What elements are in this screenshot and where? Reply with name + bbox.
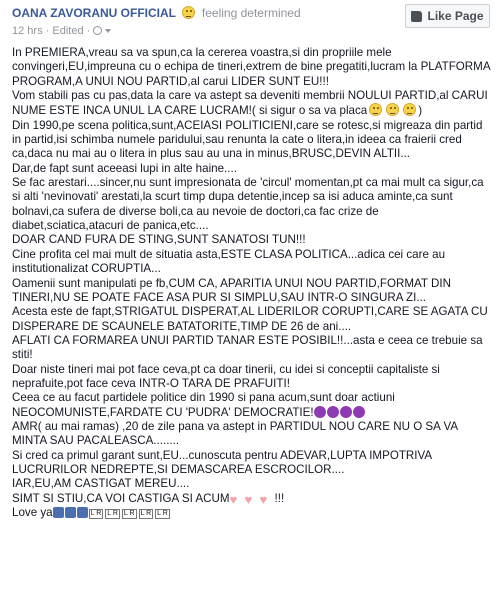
edited-link[interactable]: Edited: [52, 25, 84, 37]
smiley-icon: [386, 103, 399, 116]
like-page-label: Like Page: [427, 9, 484, 23]
paragraph-text: Love ya: [12, 506, 53, 519]
thumbs-up-icon: [65, 507, 76, 518]
post-paragraph: DOAR CAND FURA DE STING,SUNT SANATOSI TUN!!!: [12, 233, 306, 247]
post-body: [12, 46, 490, 520]
thumbs-up-icon: [411, 11, 422, 22]
meta-separator: ·: [45, 25, 50, 37]
lr-emoticon-icon: L R: [90, 510, 102, 517]
lr-emoticon-icon: L R: [123, 510, 135, 517]
lr-emoticon-icon: L R: [140, 510, 152, 517]
like-page-button[interactable]: [405, 4, 490, 28]
post-paragraph: Din 1990,pe scena politica,sunt,ACEIASI POLITICIENI,care se rotesc,si migreaza din partid in partid,isi schimba numele paridului,sau renunta la cate o litera,in ideea ca fraierii cred ca,daca nu mai au o litera in plus sau au una in minus,BRUSC,DEVIN ALTII...: [12, 118, 483, 161]
lr-emoticon-icon: L R: [157, 510, 168, 517]
paragraph-text: Vom stabili pas cu pas,data la care va astept sa deveniti membrii NOULUI PARTID,al CARUI NUME ESTE INCA UNUL LA CARE LUCRAM!( si sigur o sa va placa: [12, 89, 488, 118]
paragraph-text: SIMT SI STIU,CA VOI CASTIGA SI ACUM: [12, 491, 230, 505]
devil-icon: [340, 406, 352, 418]
post-paragraph: In PREMIERA,vreau sa va spun,ca la cererea voastra,si din propriile mele convingeri,EU,impreuna cu o echipa de tineri,extrem de bine pregatiti,lucram la PLATFORMA PROGRAM,A UNUI NOU PARTID,al carui LIDER SUNT EU!!!: [12, 46, 490, 88]
smiley-icon: [403, 103, 416, 116]
post-paragraph: Dar,de fapt sunt aceeasi lupi in alte haine....: [12, 161, 237, 175]
paragraph-text: Ceea ce au facut partidele politice din 1990 si pana acum,sunt doar actiuni NEOCOMUNISTE,FARDATE CU 'PUDRA' DEMOCRATIE!: [12, 391, 395, 419]
post-paragraph: Se fac arestari....sincer,nu sunt impresionata de 'circul' momentan,pt ca mai mult ca sigur,ca si alti 'nevinovati' arestati,la scurt timp dupa detentie,incep sa isi aduca aminte,ca sunt bolnavi,ca sufera de diverse boli,ca au nevoie de doctori,ca fac crize de diabet,sciatica,atacuri de panica,etc....: [12, 176, 484, 233]
post-paragraph: Acesta este de fapt,STRIGATUL DISPERAT,AL LIDERILOR CORUPTI,CARE SE AGATA CU DISPERARE DE SCAUNELE BATATORITE,TIMP DE 26 de ani....: [12, 305, 488, 333]
heart-icon: ♥: [244, 491, 253, 507]
meta-separator: ·: [86, 25, 91, 37]
post-paragraph: AMR( au mai ramas) ,20 de zile pana va astept in PARTIDUL NOU CARE NU O SA VA MINTA SAU PACALEASCA........: [12, 419, 458, 448]
heart-icon: ♥: [259, 491, 268, 507]
post-paragraph: IAR,EU,AM CASTIGAT MEREU....: [12, 477, 190, 491]
heart-icon: ♥: [229, 491, 238, 507]
author-name-link[interactable]: OANA ZAVORANU OFFICIAL: [12, 6, 176, 20]
post-paragraph: Doar niste tineri mai pot face ceva,pt ca doar tinerii, cu idei si conceptii capitaliste si neprafuite,pot face ceva INTR-O TARA DE PRAFUITI!: [12, 362, 440, 390]
post-header: [12, 4, 490, 38]
smiley-icon: [182, 6, 195, 19]
paragraph-tail: ): [418, 104, 423, 118]
post-paragraph: [12, 506, 490, 520]
post-paragraph: [12, 391, 490, 420]
post-paragraph: [12, 89, 490, 119]
devil-icon: [314, 406, 326, 418]
smiley-icon: [369, 103, 382, 116]
devil-icon: [327, 406, 339, 418]
feeling-text: feeling determined: [201, 6, 301, 20]
thumbs-up-icon: [77, 507, 88, 518]
post-paragraph: Oamenii sunt manipulati pe fb,CUM CA, APARITIA UNUI NOU PARTID,FORMAT DIN TINERI,NU SE POATE FACE ASA PUR SI SIMPLU,SAU INTR-O SINGURA ZI...: [12, 276, 451, 304]
thumbs-up-icon: [53, 507, 64, 518]
post-timestamp-link[interactable]: 12 hrs: [12, 25, 43, 37]
post-paragraph: AFLATI CA FORMAREA UNUI PARTID TANAR ESTE POSIBIL!!...asta e ceea ce trebuie sa stiti!: [12, 333, 483, 362]
paragraph-tail: !!!: [274, 491, 285, 505]
devil-icon: [353, 406, 365, 418]
chevron-down-icon[interactable]: [105, 29, 111, 33]
lr-emoticon-icon: L R: [107, 510, 118, 517]
post-paragraph: Cine profita cel mai mult de situatia asta,ESTE CLASA POLITICA...adica cei care au institutionalizat CORUPTIA...: [12, 247, 446, 276]
globe-icon[interactable]: [93, 26, 102, 35]
post-paragraph: Si cred ca primul garant sunt,EU...cunoscuta pentru ADEVAR,LUPTA IMPOTRIVA LUCRURILOR NEDREPTE,SI DEMASCAREA ESCROCILOR....: [12, 448, 432, 476]
post-paragraph: [12, 492, 490, 506]
